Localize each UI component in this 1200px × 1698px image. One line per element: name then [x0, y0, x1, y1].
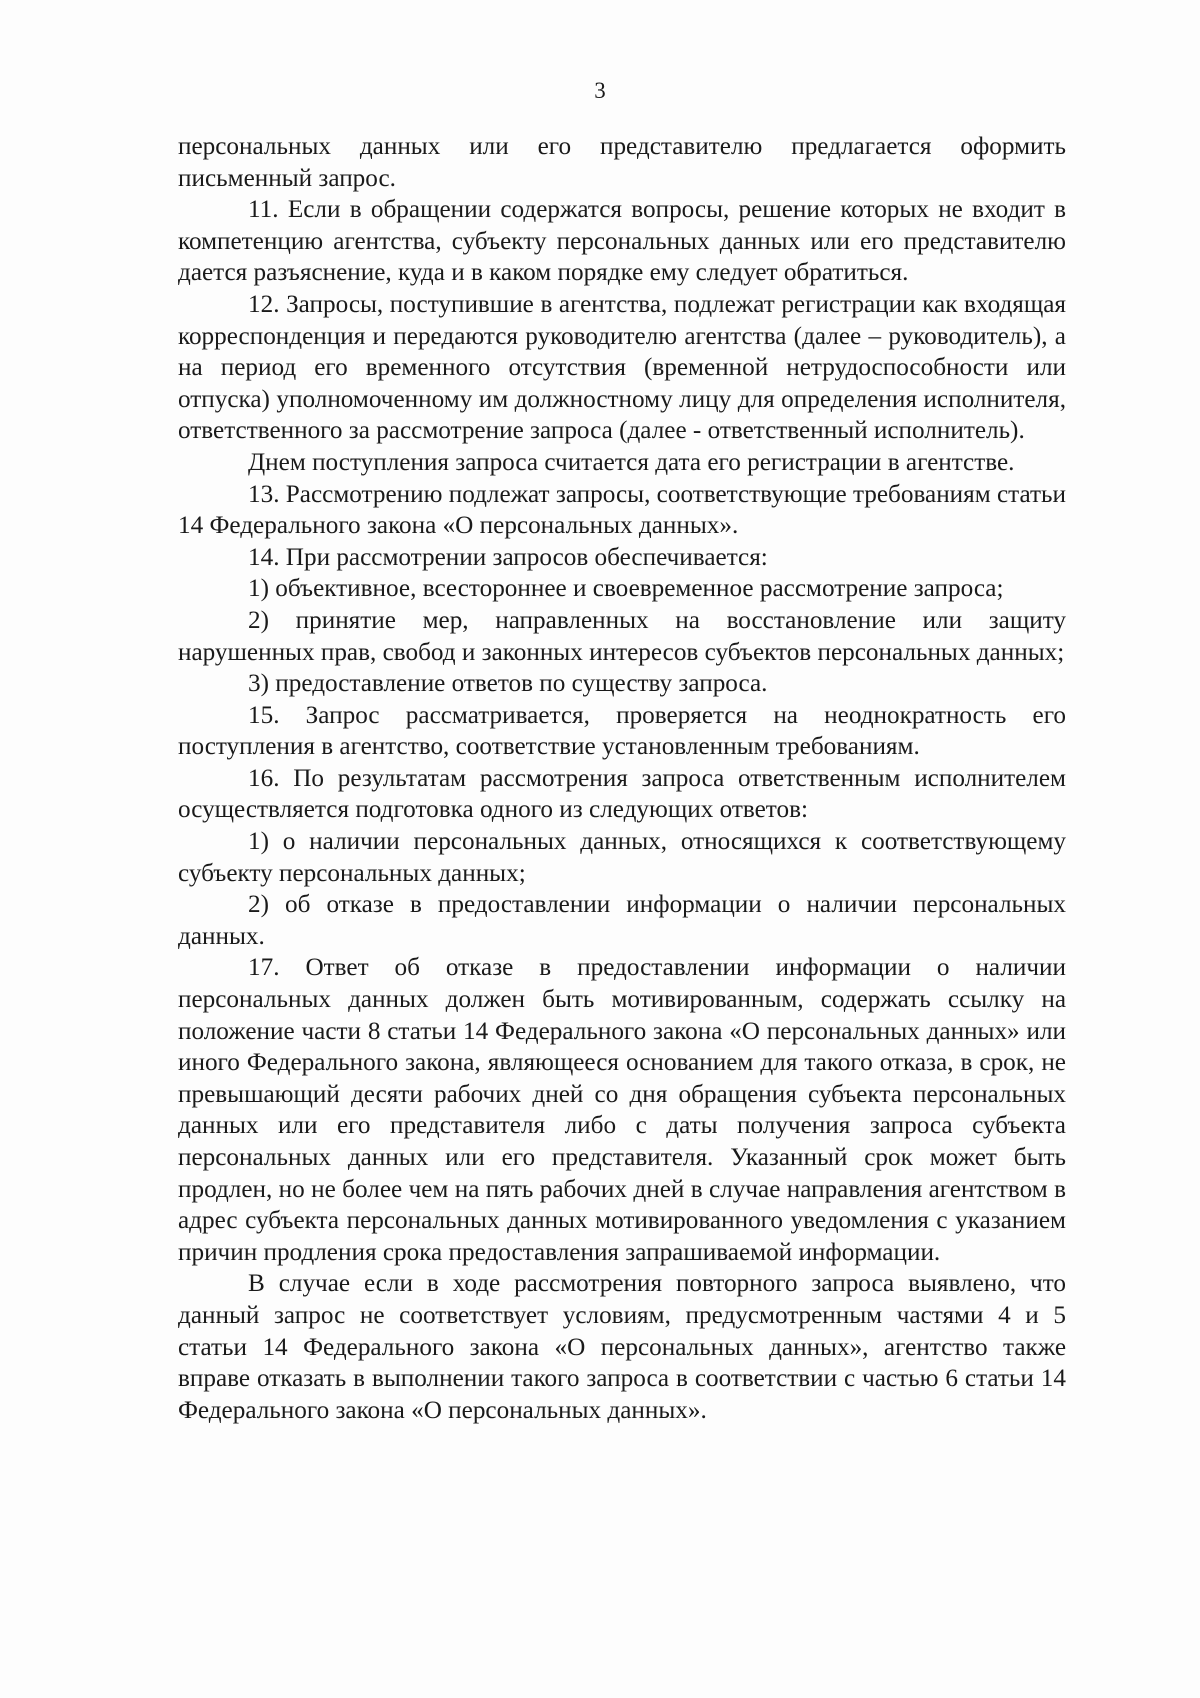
paragraph-item-14: 14. При рассмотрении запросов обеспечивается: [248, 543, 768, 571]
paragraph-item-14-sub-3: 3) предоставление ответов по существу запроса. [248, 670, 768, 698]
paragraph-item-13: 13. Рассмотрению подлежат запросы, соответствующие требованиям статьи 14 Федерального закона «О персональных данных». [178, 480, 1066, 540]
paragraph-item-14-sub-2: 2) принятие мер, направленных на восстановление или защиту нарушенных прав, свобод и законных интересов субъектов персональных данных; [178, 606, 1066, 666]
paragraph-item-16-sub-2: 2) об отказе в предоставлении информации о наличии персональных данных. [178, 891, 1066, 950]
paragraph-repeat-request: В случае если в ходе рассмотрения повторного запроса выявлено, что данный запрос не соответствует условиям, предусмотренным частями 4 и 5 статьи 14 Федерального закона «О персональных данных», агентство также вправе отказать в выполнении такого запроса в соответствии с частью 6 статьи 14 Федерального закона «О персональных данных». [178, 1270, 1066, 1424]
paragraph-item-11: 11. Если в обращении содержатся вопросы, решение которых не входит в компетенцию агентства, субъекту персональных данных или его представителю дается разъяснение, куда и в каком порядке ему следует обратиться. [178, 196, 1066, 287]
paragraph-item-12: 12. Запросы, поступившие в агентства, подлежат регистрации как входящая корреспонденция и передаются руководителю агентства (далее – руководитель), а на период его временного отсутствия (временной нетрудоспособности или отпуска) уполномоченному им должностному лицу для определения исполнителя, ответственного за рассмотрение запроса (далее - ответственный исполнитель). [178, 290, 1066, 445]
paragraph-item-16-sub-1: 1) о наличии персональных данных, относящихся к соответствующему субъекту персональных данных; [178, 828, 1066, 887]
paragraph-receipt-date: Днем поступления запроса считается дата его регистрации в агентстве. [248, 448, 1015, 476]
paragraph-item-17: 17. Ответ об отказе в предоставлении информации о наличии персональных данных должен быть мотивированным, содержать ссылку на положение части 8 статьи 14 Федерального закона «О персональных данных» или иного Федерального закона, являющееся основанием для такого отказа, в срок, не превышающий десяти рабочих дней со дня обращения субъекта персональных данных или его представителя либо с даты получения запроса субъекта персональных данных или его представителя. Указанный срок может быть продлен, но не более чем на пять рабочих дней в случае направления агентством в адрес субъекта персональных данных мотивированного уведомления с указанием причин продления срока предоставления запрашиваемой информации. [178, 954, 1066, 1266]
page-number: 3 [594, 78, 606, 103]
paragraph-continuation: персональных данных или его представителю предлагается оформить письменный запрос. [178, 133, 1066, 192]
paragraph-item-15: 15. Запрос рассматривается, проверяется на неоднократность его поступления в агентство, соответствие установленным требованиям. [178, 701, 1066, 761]
paragraph-item-16: 16. По результатам рассмотрения запроса ответственным исполнителем осуществляется подготовка одного из следующих ответов: [178, 764, 1066, 824]
document-body [178, 131, 1066, 1426]
paragraph-item-14-sub-1: 1) объективное, всестороннее и своевременное рассмотрение запроса; [248, 575, 1004, 603]
